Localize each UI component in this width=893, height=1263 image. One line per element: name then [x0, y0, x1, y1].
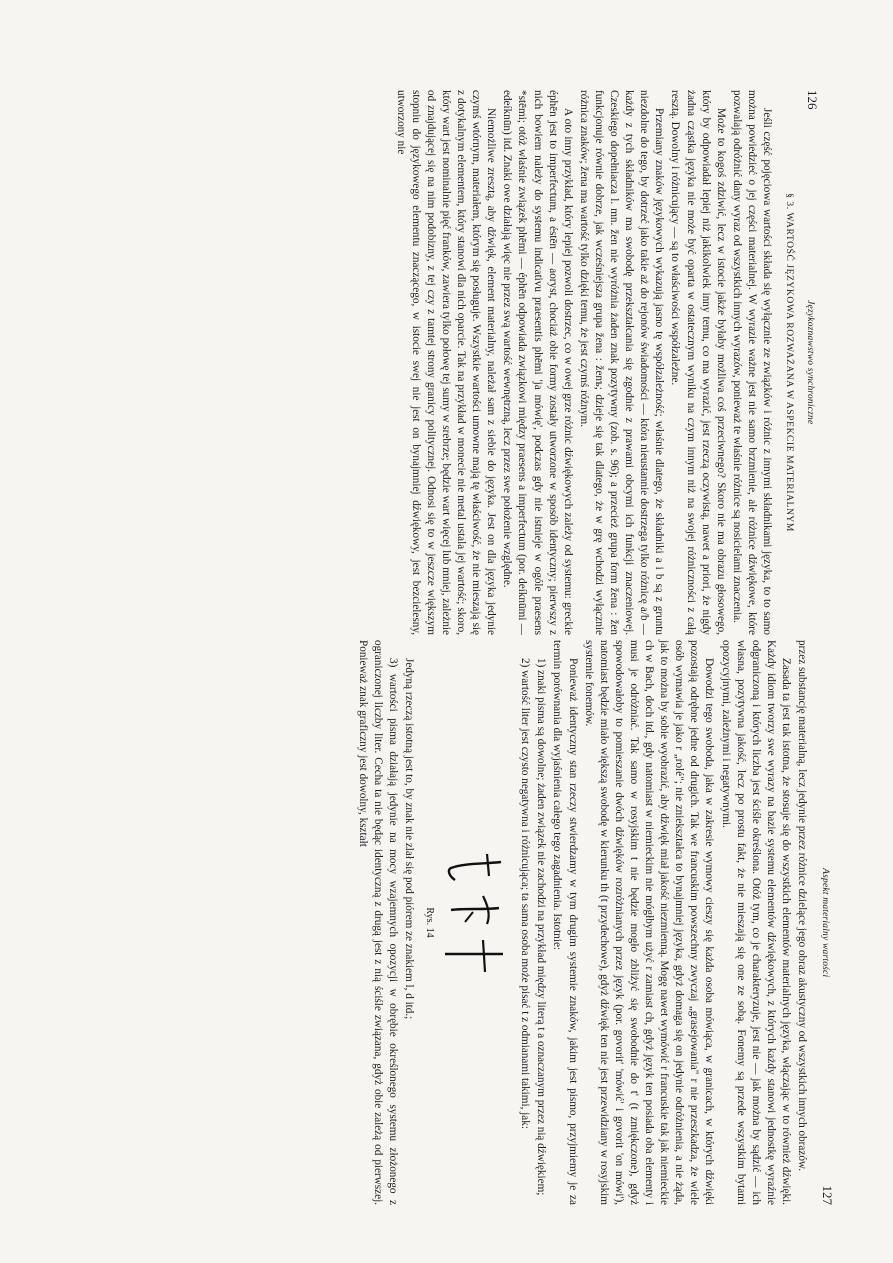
section-title: § 3. WARTOŚĆ JĘZYKOWA ROZWAŻANA W ASPEKCIE MATERIALNYM: [784, 193, 794, 532]
paragraph: Ponieważ identyczny stan rzeczy stwierdzamy w tym drugim systemie znaków, jakim jest pismo, przyjmiemy je za termin porównania dla wyjaśnienia całego tego zagadnienia. Istotnie:: [551, 640, 579, 1205]
paragraph: Jeśli część pojęciowa wartości składa się wyłącznie ze związków i różnic z innymi składnikami języka, to to samo można powiedzieć o jej części materialnej. W wyrazie ważne jest nie samo brzmienie, ale różnice dźwiękowe, które pozwalają odróżnić dany wyraz od wszystkich innych wyrazów, ponieważ te właśnie różnice są nosicielami znaczenia.: [730, 90, 773, 635]
figure-handwritten-t: [439, 640, 509, 1205]
paragraph: 2) wartość liter jest czysto negatywna i różnicująca; ta sama osoba może pisać t z odmianami takimi, jak:: [519, 658, 532, 1129]
paragraph: A oto inny przykład, który lepiej pozwoli dostrzec, co w owej grze różnic dźwiękowych zależy od systemu: greckie éphēn jest to imperfectum, a éstēn — aoryst, chociaż obie formy zostały utworzone w sposób identyczny; pierwszy z nich bowiem należy do systemu indicativu praesentis phēmi 'ja mówię', podczas gdy nie istnieje w ogóle praesens *stēmi; otóż właśnie związek phēmi — éphēn odpowiada związkowi między praesens a imperfectum (por. deíknūmi — edeíknūn) itd. Znaki owe działają więc nie przez swą wartość wewnętrzną, lecz przez swe położenie względne.: [501, 90, 574, 635]
paragraph: Zasada ta jest tak istotna, że stosuje się do wszystkich elementów materialnych języka, włączając w to również dźwięki. Każdy idiom tworzy swe wyrazy na bazie systemu elementów dźwiękowych, z których każdy stanowi jednostkę wyraźnie odgraniczoną i których liczba jest ściśle określona. Otóż tym, co je charakteryzuje, jest nie — jak można by sądzić — ich własna, pozytywna jakość, lecz po prostu fakt, że nie mieszają się one ze sobą. Fonemy są przede wszystkim bytami opozycyjnymi, zależnymi i negatywnymi.: [719, 640, 792, 1205]
paragraph: 1) znaki pisma są dowolne; żaden związek nie zachodzi na przykład między literą t a oznaczanym przez nią dźwiękiem;: [535, 658, 548, 1196]
page-number-126: 126: [805, 90, 820, 110]
running-head-127: [819, 640, 835, 1205]
figure-caption: Rys. 14: [424, 907, 436, 938]
handwritten-t-variants-icon: [439, 850, 509, 990]
page-127: [75, 640, 835, 1205]
paragraph: Jedyną rzeczą istotną jest to, by znak nie zlał się pod piórem ze znakiem l, d itd.;: [403, 658, 416, 1020]
page-number-127: 127: [820, 1185, 835, 1205]
paragraph: Przemiany znaków językowych wykazują jasno tę współzależność; właśnie dlatego, że składniki a i b są z gruntu niezdolne do tego, by dotrzeć jako takie aż do rejonów świadomości — która nieustannie dostrzega tylko różnicę a/b — każdy z tych składników ma swobodę przekształcania się zgodnie z prawami obcymi ich funkcji znaczeniowej. Czeskiego dopełniacza l. mn. žen nie wyróżnia żaden znak pozytywny (zob. s. 96); a przecież grupa form žena : žen funkcjonuje równie dobrze, jak wcześniejsza grupa žena : ženъ; dzieje się tak dlatego, że w grę wchodzi wyłącznie różnica znaków; žena ma wartość tylko dzięki temu, że jest czymś różnym.: [577, 90, 666, 635]
paragraph: 3) wartości pisma działają jedynie na mocy wzajemnych opozycji w obrębie określonego systemu złożonego z ograniczonej liczby liter. Cecha ta nie będąc identyczną z drugą jest z nią ściśle związana, gdyż obie zależą od pierwszej. Ponieważ znak graficzny jest dowolny, kształt: [356, 640, 400, 1205]
page-126: [84, 90, 820, 635]
paragraph: Może to kogoś zdziwić, lecz w istocie jakże byłaby możliwa coś przeciwnego? Skoro nie ma obrazu głosowego, który by odpowiadał lepiej niż jakikolwiek inny temu, co ma wyrazić, jest rzeczą oczywistą, nawet a priori, że nigdy żadna cząstka języka nie może być oparta w ostatecznym wyniku na czym innym niż na swojej różniczności z całą resztą. Dowolny i różnicujący — są to właściwości współzależne.: [669, 90, 727, 635]
paragraph: Dowodzi tego swoboda, jaka w zakresie wymowy cieszy się każda osoba mówiąca, w granicach, w których dźwięki pozostają odrębne jedne od drugich. Tak we francuskim powszechny zwyczaj „grasejowania" r nie przeszkadza, że wiele osób wymawia je jako r „rolé"; nie zniekształca to bynajmniej języka, gdyż domaga się on jedynie odróżnienia, a nie żąda, jak to można by sobie wyobrazić, aby dźwięk miał jakość niezmienną. Mogę nawet wymówić r francuskie tak jak niemieckie ch w Bach, doch itd., gdy natomiast w niemieckim nie mógłbym użyć r zamiast ch, gdyż język ten posiada oba elementy i musi je odróżniać. Tak samo w rosyjskim t nie będzie mogło zbliżyć się swobodnie do t' (t zmiękczone), gdyż spowodowałoby to pomieszanie dwóch dźwięków rozróżnianych przez język (por. govorit' 'mówić' i govorit 'on mówi'), natomiast będzie miało większą swobodę w kierunku th (t przydechowe), gdyż dźwięk ten nie jest przewidziany w rosyjskim systemie fonemów.: [582, 640, 716, 1205]
running-title-127: Aspekt materialny wartości: [820, 868, 830, 978]
paragraph: przez substancję materialną, lecz jedynie przez różnice dzielące jego obraz akustyczny od wszystkich innych obrazów.: [796, 640, 808, 1172]
paragraph: Niemożliwe zresztą, aby dźwięk, element materialny, należał sam z siebie do języka. Jest on dla języka jedynie czymś wtórnym, materiałem, którym się posługuje. Wszystkie wartości umowne mają tę właściwość, że nie mieszają się z dotykalnym elementem, który stanowi dla nich oparcie. Tak na przykład w monecie nie metal ustala jej wartość; skoro, który wart jest nominalnie pięć franków, zawiera tylko połowę tej sumy w srebrze; będzie wart więcej lub mniej, zależnie od znajdującej się na nim podobizny, z tej czy z tamtej strony granicy politycznej. Odnosi się to w jeszcze większym stopniu do językowego elementu znaczącego, w istocie swej nie jest on bynajmniej dźwiękowy, jest bezcielesny, utworzony nie: [394, 90, 498, 635]
running-title-126: Językoznawstwo synchroniczne: [805, 300, 815, 425]
running-head-126: [804, 90, 820, 635]
